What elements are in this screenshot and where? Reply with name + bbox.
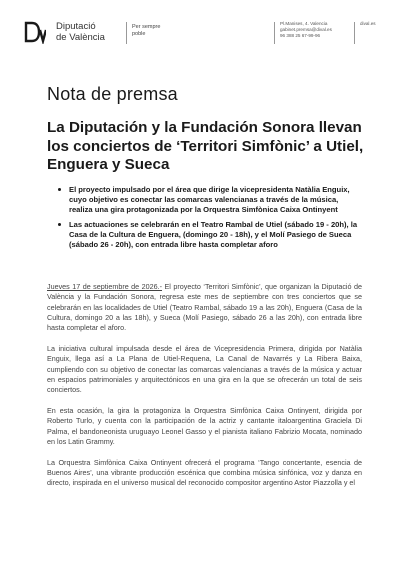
article-body (47, 282, 362, 499)
letterhead (24, 18, 376, 52)
dateline: Jueves 17 de septiembre de 2026.- (47, 282, 163, 291)
header-divider (126, 22, 127, 44)
paragraph: La iniciativa cultural impulsada desde el área de Vicepresidencia Primera, dirigida por Natàlia Enguix, llega así a La Plana de Utiel-Requena, La Canal de Navarrés y La Ribera Baixa, cumpliendo con su objetivo de conectar las comarcas valencianas a través de la música y actuar en espacios patrimoniales y arquitectónicos en una gira en la que se ofrecerán un total de seis conciertos. (47, 343, 362, 395)
summary-bullet (58, 185, 363, 214)
org-name-line1: Diputació (56, 21, 96, 32)
contact-phone: 96 388 25 67-99-96 (280, 33, 321, 39)
org-name-line2: de València (56, 32, 105, 43)
summary-bullet (58, 220, 363, 249)
header-divider-contact (274, 22, 275, 44)
summary-bullets (58, 185, 363, 256)
bullet-dot-icon (58, 188, 61, 191)
org-name (56, 21, 105, 43)
website: dival.es (360, 21, 376, 26)
summary-bullet-text: Las actuaciones se celebrarán en el Teatro Rambal de Utiel (sábado 19 - 20h), la Casa de la Cultura de Enguera, (domingo 20 - 18h), y el Molí Pasiego de Sueca (sábado 26 - 20h), con entrada libre hasta completar aforo (69, 220, 358, 249)
paragraph-text: El proyecto ‘Territori Simfònic’, que organizan la Diputació de València y la Fundación Sonora, regresa este mes de septiembre con tres conciertos que se celebrarán en las localidades de Utiel (Teatro Rambal, sábado 19 a las 20h), Enguera (Casa de la Cultura, domingo 20 a las 18h), y Sueca (Molí Pasiego, sábado 26 a las 20h), con entrada libre hasta completar el aforo. (47, 282, 362, 333)
contact-info (280, 21, 332, 40)
press-headline: La Diputación y la Fundación Sonora llevan los conciertos de ‘Territori Simfònic’ a Utiel, Enguera y Sueca (47, 119, 364, 173)
tagline (132, 24, 160, 38)
paragraph: La Orquestra Simfònica Caixa Ontinyent ofrecerá el programa ‘Tango concertante, esencia de Buenos Aires’, una vibrante producción escénica que combina música sinfónica, voz y danza en directo, inspirada en el universo musical del reconocido compositor argentino Astor Piazzolla y el (47, 457, 362, 488)
bullet-dot-icon (58, 223, 61, 226)
paragraph: En esta ocasión, la gira la protagoniza la Orquestra Simfònica Caixa Ontinyent, dirigida por Roberto Turlo, y cuenta con la participación de la actriz y cantante italoargentina Graciela Di Palma, el bandoneonista uruguayo Leonel Gasso y el pianista italiano Fabrizio Mocata, nominado en los Latin Grammy. (47, 405, 362, 446)
tagline-line2: poble (132, 31, 146, 37)
diputacio-logo-icon (24, 20, 46, 44)
document-type-title: Nota de premsa (47, 84, 178, 104)
contact-address: Pl.Manises, 4. Valencia (280, 21, 328, 26)
summary-bullet-text: El proyecto impulsado por el área que dirige la vicepresidenta Natàlia Enguix, cuyo objetivo es conectar las comarcas valencianas a través de la música, realiza una gira protagonizada por la Orquestra Simfònica Caixa Ontinyent (69, 185, 350, 214)
tagline-line1: Per sempre (132, 24, 161, 30)
header-divider-web (354, 22, 355, 44)
paragraph (47, 282, 362, 333)
contact-email: gabinet.premsa@dival.es (280, 27, 332, 33)
